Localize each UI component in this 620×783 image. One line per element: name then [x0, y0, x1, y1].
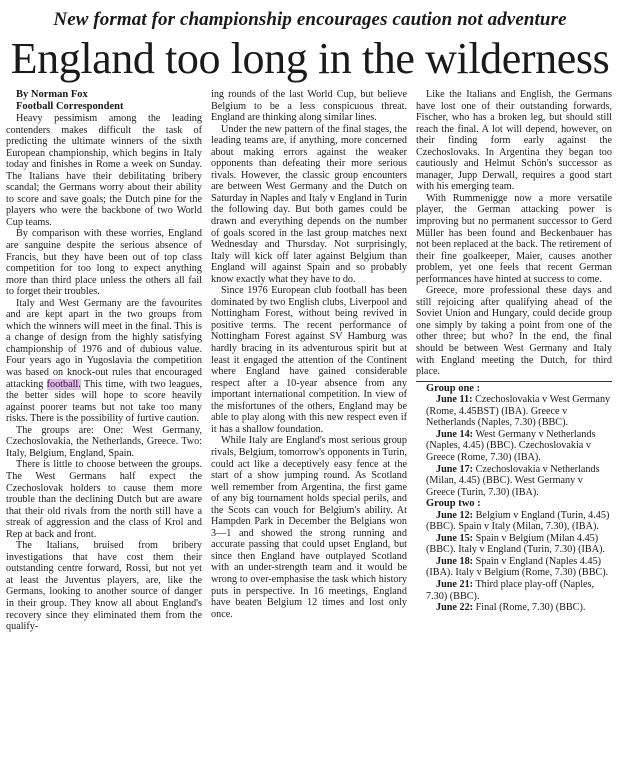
fixture-date: June 11:: [436, 394, 473, 406]
fixture-date: June 18:: [436, 555, 474, 567]
fixture-text: Czechoslovakia v Netherlands (Milan, 4.45) (BBC). West Germany v Greece (Turin, 7.30) (IBA).: [426, 463, 600, 498]
fixture-date: June 22:: [436, 602, 474, 614]
article-kicker: New format for championship encourages caution not adventure: [53, 9, 567, 30]
article-columns: [6, 89, 614, 633]
paragraph: Under the new pattern of the final stages, the leading teams are, if anything, more concerned about making errors against the weaker opponents than defeating their more serious rivals. However, the classic group encounters are between West Germany and the Dutch on Saturday in Naples and Italy v England in Turin the following day. But both games could be drawn and everything depends on the number of goals scored in the last group matches next Wednesday and Thursday. Not surprisingly, Italy will kick off later against Belgium than England will against Spain and so probably know exactly what they have to do.: [211, 123, 407, 285]
fixture-item: [416, 556, 612, 579]
fixture-text: Final (Rome, 7.30) (BBC).: [475, 602, 586, 614]
fixture-item: [416, 429, 612, 464]
column-three: [416, 89, 612, 633]
fixture-date: June 12:: [436, 509, 474, 521]
fixture-date: June 17:: [436, 463, 474, 475]
fixture-item: [416, 602, 612, 614]
fixtures-list: [416, 381, 612, 614]
paragraph: The Italians, bruised from bribery investigations that have cost them their outstanding centre forward, Rossi, but not yet at least the Juventus players, are, like the Germans, looking to another source of danger in their group. They know all about England's recovery since they eliminated them from the qualify-: [6, 540, 202, 633]
fixture-item: [416, 394, 612, 429]
paragraph: There is little to choose between the groups. The West Germans half expect the Czechoslovak holders to cause them more trouble than the declining Dutch but are aware that their old rivals from the north still have a streak of aggression and the class of Krol and Rep at back and front.: [6, 459, 202, 540]
byline-role: Football Correspondent: [16, 101, 124, 112]
fixture-item: [416, 579, 612, 602]
paragraph-text: Italy and West Germany are the favourites and are kept apart in the two groups from which the winners will meet in the final. This is a change of design from the highly satisfying championship of 1976 and of dubious value. Four years ago in Yugoslavia the competition was based on knock-out rules that encouraged attacking: [6, 297, 202, 390]
paragraph: [6, 298, 202, 425]
fixture-text: Third place play-off (Naples, 7.30) (BBC).: [426, 578, 595, 602]
fixture-text: Spain v England (Naples 4.45) (IBA). Italy v Belgium (Rome, 7.30) (BBC).: [426, 555, 609, 579]
column-one: [6, 89, 202, 633]
fixture-text: Czechoslovakia v West Germany (Rome, 4.45BST) (IBA). Greece v Netherlands (Naples, 7.30) (BBC).: [426, 394, 611, 429]
fixture-date: June 15:: [436, 532, 474, 544]
paragraph: While Italy are England's most serious group rivals, Belgium, tomorrow's opponents in Turin, could act like a deceptively easy fence at the start of a show jumping round. As Scotland well remember from Argentina, the first game of any big tournament holds special perils, and the Scots can vouch for Belgium's ability. At Hampden Park in December the Belgians won 3—1 and showed the strong running and accurate passing that could upset England, but since then England have outplayed Scotland with an under-strength team and it would be wrong to over-emphasise the task which history puts in perspective. In 16 meetings, England have beaten Belgium 12 times and lost only once.: [211, 435, 407, 620]
paragraph: Like the Italians and English, the Germans have lost one of their outstanding forwards, Fischer, who has a broken leg, but should still reach the final. A lot will depend, however, on their finding form early against the Czechoslovaks. In Argentina they began too cautiously and Helmut Schön's successor as manager, Jupp Derwall, requires a good start with his emerging team.: [416, 89, 612, 193]
fixture-text: Spain v Belgium (Milan 4.45) (BBC). Italy v England (Turin, 7.30) (IBA).: [426, 532, 606, 556]
column-two: [211, 89, 407, 633]
fixture-text: West Germany v Netherlands (Naples, 4.45) (BBC). Czechoslovakia v Greece (Rome, 7.30) (IBA).: [426, 428, 596, 463]
paragraph: ing rounds of the last World Cup, but believe Belgium to be a less conspicuous threat. England are thinking along similar lines.: [211, 89, 407, 124]
fixture-item: [416, 533, 612, 556]
fixture-text: Belgium v England (Turin, 4.45) (BBC). Spain v Italy (Milan, 7.30), (IBA).: [426, 509, 610, 533]
highlighted-word: football.: [46, 378, 81, 390]
article-headline: England too long in the wilderness: [10, 34, 610, 83]
paragraph: By comparison with these worries, England are sanguine despite the serious absence of Francis, but they have been out of top class competition for too long to expect anything more than third place unless the others all fail to forget their troubles.: [6, 228, 202, 298]
paragraph-text: This time, with two leagues, the better sides will hope to score heavily against poorer teams but not take too many risks. There is the possibility of furtive caution.: [6, 378, 202, 425]
paragraph: Greece, more professional these days and still rejoicing after qualifying ahead of the Soviet Union and Hungary, could decide group one simply by taking a point from one of the other three; but who? In the end, the final should be between West Germany and Italy with England meeting the Dutch, for third place.: [416, 285, 612, 378]
paragraph: The groups are: One: West Germany, Czechoslovakia, the Netherlands, Greece. Two: Italy, Belgium, England, Spain.: [6, 424, 202, 459]
group-one-heading: Group one :: [426, 382, 481, 394]
fixture-date: June 14:: [436, 428, 474, 440]
paragraph: Heavy pessimism among the leading contenders makes difficult the task of predicting the ultimate winners of the sixth European championship, which begins in Italy today and finishes in Rome a week on Sunday. The Italians have their debilitating bribery scandal; the Germans worry about their ability to score and save goals; the Dutch pine for the players who were the backbone of two World Cup teams.: [6, 113, 202, 228]
group-two-heading: Group two :: [426, 498, 481, 510]
byline-author: By Norman Fox: [16, 89, 88, 100]
paragraph: Since 1976 European club football has been dominated by two English clubs, Liverpool and Nottingham Forest, without being revived in positive terms. The recent performance of Nottingham Forest against SV Hamburg was hardly bracing in its adventurous spirit but at least it engaged the attention of the Continent where England have gained considerable respect after a 10-year absence from any important international competition. In view of the misfortunes of the others, England may be able to play along with this new respect even if it has a shallow foundation.: [211, 285, 407, 435]
fixture-date: June 21:: [436, 578, 474, 590]
paragraph: With Rummenigge now a more versatile player, the German attacking power is improving but no permanent successor to Gerd Müller has been found and Beckenbauer has not been replaced at the back. The retirement of their fine goalkeeper, Maier, causes another problem, yet one feels that recent German performances have hinted at success to come.: [416, 192, 612, 285]
fixture-item: [416, 464, 612, 499]
fixture-item: [416, 510, 612, 533]
